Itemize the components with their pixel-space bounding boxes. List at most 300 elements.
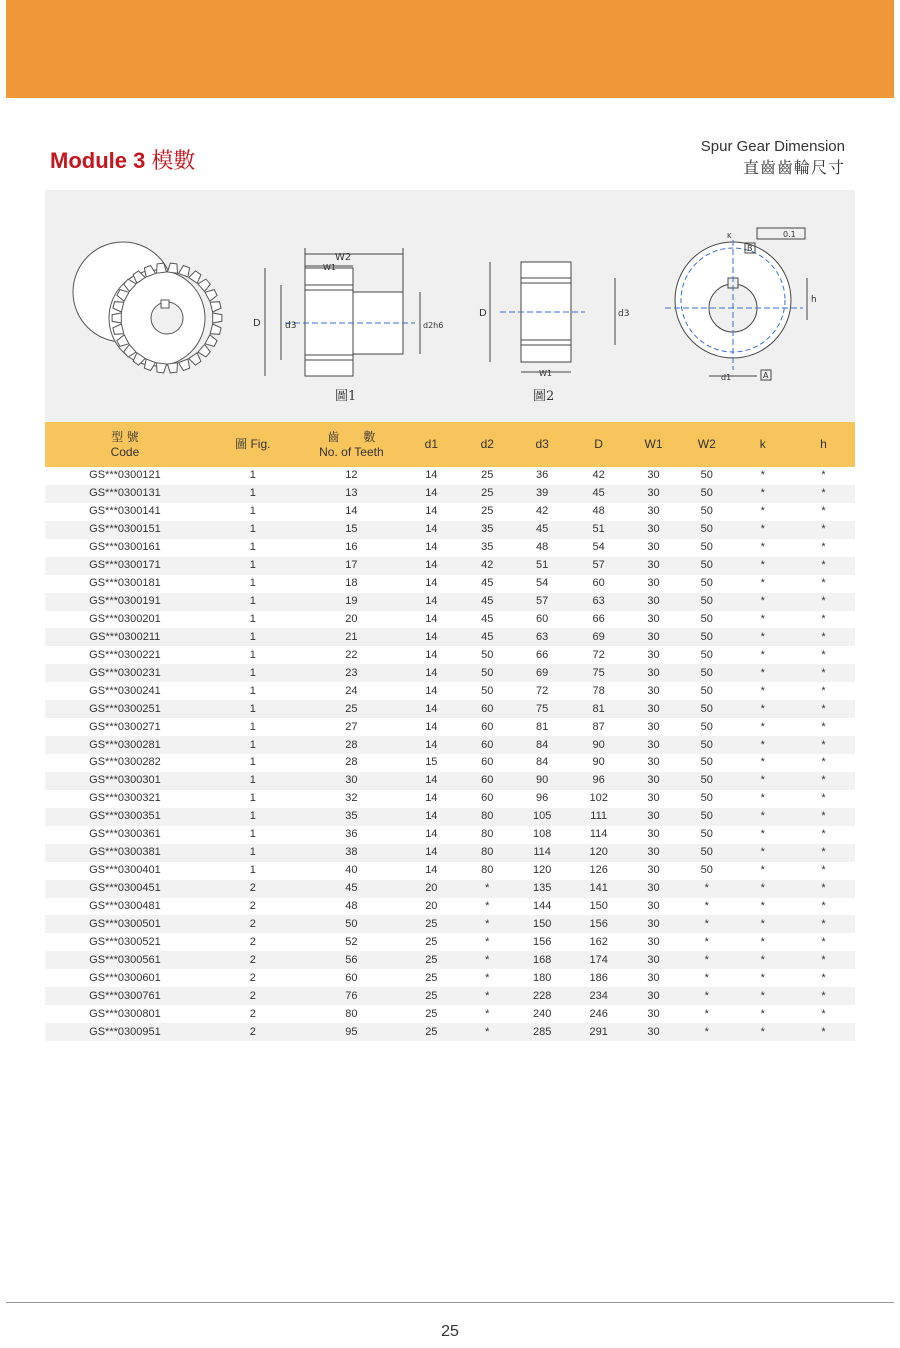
table-cell: 17 xyxy=(301,557,402,575)
table-cell: 20 xyxy=(425,899,438,912)
gear-tooth xyxy=(112,313,121,323)
table-cell: 30 xyxy=(647,720,660,733)
table-row xyxy=(45,539,855,557)
table-cell: * xyxy=(760,971,765,984)
table-cell: 1 xyxy=(205,772,301,790)
table-cell: 102 xyxy=(589,792,608,805)
table-cell: 60 xyxy=(481,720,494,733)
table-cell: * xyxy=(792,521,855,539)
table-cell: 30 xyxy=(627,628,680,646)
table-cell: * xyxy=(792,485,855,503)
table-cell: 14 xyxy=(425,505,438,518)
table-cell: 90 xyxy=(570,736,626,754)
table-cell: 35 xyxy=(301,808,402,826)
gear-tooth xyxy=(179,359,190,371)
table-cell: GS***0300231 xyxy=(45,664,205,682)
table-cell: 95 xyxy=(301,1023,402,1041)
table-cell: * xyxy=(733,844,792,862)
table-cell: * xyxy=(461,951,514,969)
table-cell: 150 xyxy=(514,915,570,933)
table-cell: 2 xyxy=(205,951,301,969)
table-cell: 14 xyxy=(425,864,438,877)
table-row xyxy=(45,826,855,844)
gear-tooth xyxy=(213,313,222,323)
table-cell: 20 xyxy=(402,880,461,898)
table-cell: 1 xyxy=(249,864,256,877)
table-cell: 27 xyxy=(345,720,358,733)
table-cell: 50 xyxy=(700,684,713,697)
column-header xyxy=(45,422,205,467)
table-cell: * xyxy=(792,808,855,826)
table-cell: 56 xyxy=(301,951,402,969)
table-cell: 30 xyxy=(647,469,660,482)
d3-label: d3 xyxy=(285,321,297,331)
table-cell: 50 xyxy=(680,485,733,503)
table-cell: 63 xyxy=(570,593,626,611)
table-cell: 1 xyxy=(249,756,256,769)
table-row xyxy=(45,700,855,718)
gear-tooth xyxy=(189,353,201,365)
d1-label: d1 xyxy=(721,373,732,382)
table-cell: 45 xyxy=(481,612,494,625)
table-cell: 126 xyxy=(589,864,608,877)
table-cell: 80 xyxy=(461,844,514,862)
table-cell: * xyxy=(792,664,855,682)
table-cell: * xyxy=(760,756,765,769)
table-cell: 66 xyxy=(536,648,549,661)
table-cell: 60 xyxy=(461,736,514,754)
table-cell: 30 xyxy=(647,1007,660,1020)
table-cell: * xyxy=(704,899,709,912)
table-cell: 80 xyxy=(481,864,494,877)
table-row xyxy=(45,628,855,646)
table-cell: 30 xyxy=(627,880,680,898)
table-cell: 50 xyxy=(700,541,713,554)
table-cell: 76 xyxy=(301,987,402,1005)
table-cell: 50 xyxy=(301,915,402,933)
table-cell: * xyxy=(760,469,765,482)
table-cell: 54 xyxy=(592,541,605,554)
table-cell: * xyxy=(733,593,792,611)
table-cell: * xyxy=(680,880,733,898)
table-cell: * xyxy=(733,700,792,718)
table-cell: 69 xyxy=(514,664,570,682)
front-view-drawing xyxy=(665,228,807,380)
column-header xyxy=(627,422,680,467)
gear-tooth xyxy=(179,266,190,278)
table-cell: GS***0300141 xyxy=(89,505,161,518)
table-cell: 40 xyxy=(345,864,358,877)
table-cell: 30 xyxy=(647,935,660,948)
table-cell: 20 xyxy=(345,612,358,625)
fig1-drawing xyxy=(265,248,420,376)
table-cell: 14 xyxy=(402,664,461,682)
table-cell: 60 xyxy=(461,700,514,718)
table-cell: 1 xyxy=(205,485,301,503)
table-row xyxy=(45,987,855,1005)
table-cell: GS***0300561 xyxy=(45,951,205,969)
column-header-label: d2 xyxy=(480,437,494,451)
column-header xyxy=(733,422,792,467)
table-cell: 156 xyxy=(570,915,626,933)
table-cell: GS***0300121 xyxy=(89,469,161,482)
datum-b-label: B xyxy=(747,244,753,253)
table-cell: 78 xyxy=(592,684,605,697)
table-cell: 120 xyxy=(532,864,552,877)
column-header xyxy=(402,422,461,467)
table-cell: 42 xyxy=(536,505,549,518)
table-cell: 228 xyxy=(514,987,570,1005)
fig1-label: 圖1 xyxy=(335,389,357,404)
table-cell: 30 xyxy=(627,700,680,718)
table-cell: * xyxy=(821,720,826,733)
table-cell: 25 xyxy=(425,935,438,948)
fig2-d-label: D xyxy=(479,308,487,319)
table-cell: 50 xyxy=(680,700,733,718)
table-cell: 30 xyxy=(647,792,660,805)
table-cell: 30 xyxy=(647,577,660,590)
table-cell: 32 xyxy=(345,792,358,805)
table-cell: * xyxy=(733,951,792,969)
table-cell: 135 xyxy=(514,880,570,898)
table-cell: 50 xyxy=(700,756,713,769)
gear-tooth xyxy=(205,335,217,347)
table-cell: GS***0300301 xyxy=(45,772,205,790)
table-cell: 30 xyxy=(627,772,680,790)
table-header-row xyxy=(45,422,855,467)
subtitle-en: Spur Gear Dimension xyxy=(700,138,845,155)
column-header-label: 齒 數 xyxy=(327,429,376,444)
fig2-label: 圖2 xyxy=(533,389,555,404)
table-cell: 25 xyxy=(425,971,438,984)
w1-label: W1 xyxy=(323,263,336,272)
table-cell: 42 xyxy=(592,469,605,482)
table-cell: 186 xyxy=(589,971,608,984)
table-cell: 60 xyxy=(536,612,549,625)
table-cell: * xyxy=(733,1023,792,1041)
table-cell: * xyxy=(733,557,792,575)
table-cell: 2 xyxy=(249,1007,256,1020)
column-header xyxy=(461,422,514,467)
table-cell: * xyxy=(461,1023,514,1041)
table-cell: 84 xyxy=(514,736,570,754)
table-cell: 14 xyxy=(402,844,461,862)
table-cell: * xyxy=(461,987,514,1005)
table-cell: 19 xyxy=(301,593,402,611)
table-cell: 84 xyxy=(536,756,549,769)
page-number: 25 xyxy=(441,1323,459,1340)
table-cell: 60 xyxy=(345,971,358,984)
table-cell: 50 xyxy=(680,808,733,826)
table-cell: 30 xyxy=(627,951,680,969)
table-cell: 1 xyxy=(249,612,256,625)
table-cell: 25 xyxy=(301,700,402,718)
table-cell: * xyxy=(760,577,765,590)
table-cell: * xyxy=(680,915,733,933)
table-cell: 48 xyxy=(536,541,549,554)
table-row xyxy=(45,593,855,611)
column-header xyxy=(514,422,570,467)
table-cell: 30 xyxy=(627,736,680,754)
table-cell: * xyxy=(733,808,792,826)
table-cell: * xyxy=(760,935,765,948)
table-cell: GS***0300251 xyxy=(45,700,205,718)
table-cell: 2 xyxy=(249,899,256,912)
table-cell: 2 xyxy=(249,935,256,948)
table-cell: 14 xyxy=(402,736,461,754)
table-cell: 25 xyxy=(461,485,514,503)
table-cell: * xyxy=(821,828,826,841)
table-cell: 1 xyxy=(249,828,256,841)
table-row xyxy=(45,880,855,898)
table-cell: 25 xyxy=(402,987,461,1005)
table-cell: 63 xyxy=(514,628,570,646)
table-row xyxy=(45,754,855,772)
table-cell: 285 xyxy=(514,1023,570,1041)
table-cell: 1 xyxy=(205,736,301,754)
table-cell: * xyxy=(733,521,792,539)
table-cell: * xyxy=(485,935,490,948)
table-row xyxy=(45,736,855,754)
table-cell: 45 xyxy=(570,485,626,503)
table-cell: * xyxy=(485,1007,490,1020)
table-cell: GS***0300201 xyxy=(89,612,161,625)
gear-tooth xyxy=(157,363,167,373)
gear-tooth xyxy=(210,324,221,334)
table-cell: 14 xyxy=(402,808,461,826)
table-cell: 96 xyxy=(570,772,626,790)
table-cell: 51 xyxy=(570,521,626,539)
table-cell: 14 xyxy=(402,593,461,611)
column-header-label: 圖 Fig. xyxy=(235,437,271,451)
table-cell: GS***0300801 xyxy=(89,1007,161,1020)
column-header xyxy=(301,422,402,467)
dimension-table xyxy=(45,422,855,1041)
table-cell: 60 xyxy=(481,756,494,769)
table-cell: 45 xyxy=(481,577,494,590)
table-cell: * xyxy=(704,971,709,984)
table-cell: 1 xyxy=(249,505,256,518)
table-cell: * xyxy=(461,880,514,898)
table-row xyxy=(45,790,855,808)
table-cell: GS***0300951 xyxy=(45,1023,205,1041)
table-cell: * xyxy=(733,736,792,754)
table-cell: 15 xyxy=(301,521,402,539)
table-cell: * xyxy=(821,1007,826,1020)
table-cell: 14 xyxy=(425,612,438,625)
table-cell: 38 xyxy=(301,844,402,862)
table-cell: 21 xyxy=(301,628,402,646)
table-cell: 1 xyxy=(205,808,301,826)
table-cell: 25 xyxy=(402,915,461,933)
table-cell: 1 xyxy=(249,792,256,805)
table-row xyxy=(45,915,855,933)
table-cell: GS***0300321 xyxy=(89,792,161,805)
table-cell: 50 xyxy=(680,664,733,682)
table-cell: 1 xyxy=(205,844,301,862)
column-header xyxy=(570,422,626,467)
table-cell: 81 xyxy=(536,720,549,733)
table-cell: * xyxy=(792,1023,855,1041)
table-cell: * xyxy=(733,628,792,646)
table-cell: 30 xyxy=(647,612,660,625)
table-cell: 30 xyxy=(647,648,660,661)
table-cell: * xyxy=(821,505,826,518)
table-cell: 30 xyxy=(627,664,680,682)
table-cell: 14 xyxy=(425,541,438,554)
table-row xyxy=(45,646,855,664)
table-cell: 35 xyxy=(461,521,514,539)
column-header-sublabel: No. of Teeth xyxy=(319,444,384,459)
table-cell: 30 xyxy=(627,1023,680,1041)
fig2-w1-label: W1 xyxy=(539,369,552,378)
table-cell: 1 xyxy=(205,521,301,539)
table-cell: 30 xyxy=(647,971,660,984)
table-cell: 1 xyxy=(249,541,256,554)
spec-table xyxy=(45,422,855,1041)
table-cell: 14 xyxy=(402,485,461,503)
table-cell: 111 xyxy=(570,808,626,826)
column-header-label: k xyxy=(759,437,766,451)
table-cell: * xyxy=(821,899,826,912)
column-header-label: d1 xyxy=(424,437,438,451)
table-cell: 45 xyxy=(301,880,402,898)
table-cell: 15 xyxy=(425,756,438,769)
table-row xyxy=(45,485,855,503)
table-cell: 1 xyxy=(205,664,301,682)
page-subtitle xyxy=(701,136,845,180)
table-cell: 2 xyxy=(205,915,301,933)
table-cell: 36 xyxy=(536,469,549,482)
table-cell: 80 xyxy=(481,828,494,841)
table-row xyxy=(45,682,855,700)
table-cell: * xyxy=(792,987,855,1005)
table-cell: 52 xyxy=(345,935,358,948)
table-cell: * xyxy=(485,971,490,984)
table-cell: 156 xyxy=(532,935,552,948)
table-cell: 50 xyxy=(481,648,494,661)
table-cell: * xyxy=(821,864,826,877)
table-cell: * xyxy=(704,1007,709,1020)
table-cell: GS***0300761 xyxy=(45,987,205,1005)
table-cell: * xyxy=(733,664,792,682)
table-cell: * xyxy=(680,987,733,1005)
table-cell: * xyxy=(704,935,709,948)
table-cell: 28 xyxy=(345,756,358,769)
table-cell: 57 xyxy=(570,557,626,575)
table-cell: 291 xyxy=(570,1023,626,1041)
table-cell: GS***0300181 xyxy=(89,577,161,590)
table-cell: 150 xyxy=(589,899,608,912)
table-cell: * xyxy=(792,844,855,862)
table-cell: * xyxy=(821,469,826,482)
table-cell: 24 xyxy=(345,684,358,697)
fig2-d3-label: d3 xyxy=(618,309,630,319)
table-cell: 54 xyxy=(536,577,549,590)
table-row xyxy=(45,844,855,862)
gear-tooth xyxy=(205,290,217,302)
table-cell: * xyxy=(792,772,855,790)
subtitle-cn: 直齒齒輪尺寸 xyxy=(742,160,845,177)
table-cell: 48 xyxy=(345,899,358,912)
table-cell: * xyxy=(792,628,855,646)
table-cell: 30 xyxy=(647,505,660,518)
table-cell: * xyxy=(792,736,855,754)
table-cell: GS***0300381 xyxy=(45,844,205,862)
table-cell: 30 xyxy=(627,593,680,611)
table-cell: 1 xyxy=(249,648,256,661)
table-cell: 50 xyxy=(700,612,713,625)
table-cell: 90 xyxy=(592,756,605,769)
table-cell: 14 xyxy=(402,700,461,718)
table-cell: 75 xyxy=(514,700,570,718)
table-cell: * xyxy=(760,792,765,805)
table-row xyxy=(45,951,855,969)
table-cell: * xyxy=(760,684,765,697)
datum-a-label: A xyxy=(763,371,769,380)
table-cell: 39 xyxy=(514,485,570,503)
table-cell: 36 xyxy=(345,828,358,841)
table-cell: 12 xyxy=(345,469,358,482)
table-cell: * xyxy=(461,915,514,933)
table-cell: 57 xyxy=(514,593,570,611)
table-cell: * xyxy=(760,864,765,877)
table-cell: 114 xyxy=(589,828,608,841)
table-cell: 90 xyxy=(514,772,570,790)
table-cell: 25 xyxy=(481,469,494,482)
table-row xyxy=(45,898,855,916)
table-cell: 42 xyxy=(461,557,514,575)
header-banner xyxy=(6,0,894,98)
table-cell: 14 xyxy=(425,648,438,661)
table-cell: 141 xyxy=(570,880,626,898)
table-cell: * xyxy=(821,935,826,948)
table-cell: * xyxy=(733,880,792,898)
table-cell: 30 xyxy=(647,541,660,554)
table-cell: * xyxy=(821,541,826,554)
table-cell: 72 xyxy=(592,648,605,661)
table-cell: * xyxy=(821,684,826,697)
table-cell: 14 xyxy=(402,557,461,575)
table-cell: 50 xyxy=(680,844,733,862)
column-header-label: h xyxy=(820,437,827,451)
table-cell: 14 xyxy=(425,720,438,733)
gear-tooth xyxy=(198,345,210,357)
gear-tooth xyxy=(189,271,201,283)
table-cell: 14 xyxy=(402,628,461,646)
table-body xyxy=(45,467,855,1041)
table-cell: 14 xyxy=(425,469,438,482)
table-cell: GS***0300271 xyxy=(89,720,161,733)
table-cell: 81 xyxy=(570,700,626,718)
table-cell: * xyxy=(760,1007,765,1020)
table-cell: GS***0300501 xyxy=(45,915,205,933)
table-row xyxy=(45,521,855,539)
table-cell: 14 xyxy=(425,684,438,697)
table-row xyxy=(45,969,855,987)
table-cell: * xyxy=(792,557,855,575)
table-cell: 180 xyxy=(532,971,552,984)
table-cell: 1 xyxy=(205,593,301,611)
table-cell: 30 xyxy=(627,844,680,862)
table-cell: * xyxy=(760,828,765,841)
table-cell: 80 xyxy=(461,808,514,826)
table-cell: 30 xyxy=(627,915,680,933)
table-cell: 28 xyxy=(301,736,402,754)
table-cell: * xyxy=(792,880,855,898)
table-cell: 30 xyxy=(647,684,660,697)
table-cell: 60 xyxy=(592,577,605,590)
